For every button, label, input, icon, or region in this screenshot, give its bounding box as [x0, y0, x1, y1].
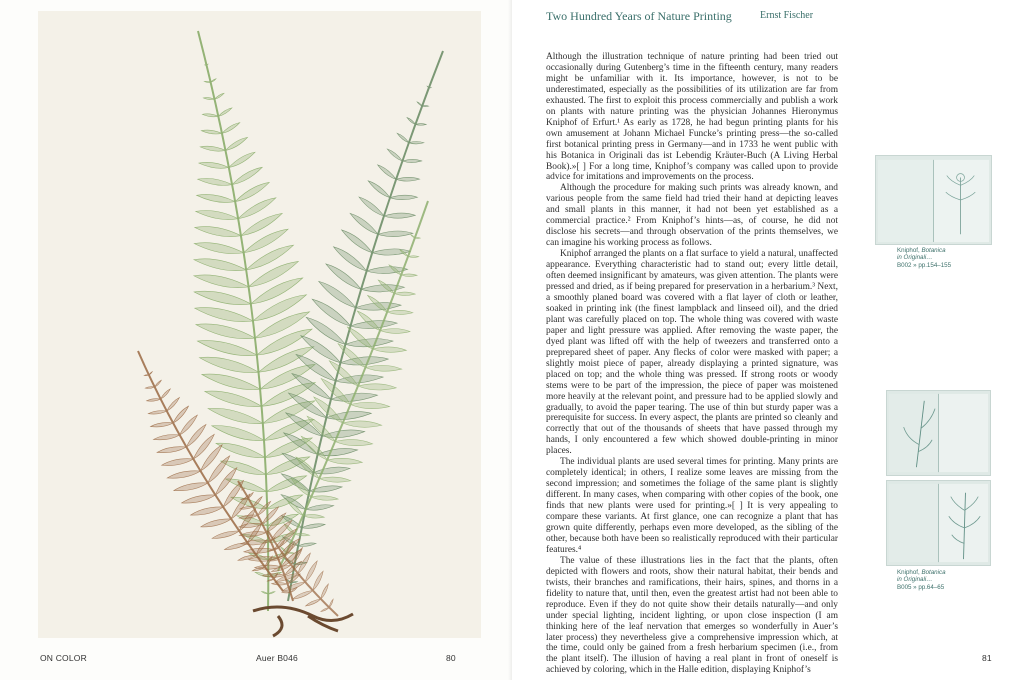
fern-frond-brown-left — [138, 351, 283, 591]
fern-plate-illustration — [38, 11, 481, 638]
fern-root — [253, 607, 353, 636]
plate-code: Auer B046 — [256, 653, 298, 663]
paragraph-5: The value of these illustrations lies in the fact that the plants, often depicted with flowers and roots, show their natural habitat, their bends and twists, their branches and ramifications, their hairs, spines, and thorns in a fidelity to nature that, until then, even the greatest artist had not been able to reproduce. Even if they do not quite show their details naturally—and only under special lighting, incident lighting, or upon close inspection (I am thinking here of the leaf nervation that emerges so wonderfully in Auer’s later process) they nevertheless give a comprehensive impression which, at the time, could only be gained from a fresh herbarium specimen (i.e., from the plant itself). The illusion of having a real plant in front of oneself is achieved by coloring, which in the Halle edition, displaying Kniphof’s — [546, 555, 838, 676]
fern-illustration — [38, 11, 481, 638]
running-title: Two Hundred Years of Nature Printing — [546, 9, 732, 23]
paragraph-1: Although the illustration technique of nature printing had been tried out occasionally during Gutenberg’s time in the fifteenth century, many readers might be unfamiliar with it. Its importance, however, is not to be underestimated, especially as the possibilities of its utilization are far from exhausted. The first to exploit this process commercially and publish a work on plants with nature printing was the physician Johannes Hieronymus Kniphof of Erfurt.¹ As early as 1728, he had begun printing plants for his own amusement at Johann Michael Funcke’s printing press—the so-called first botanical printing press in Germany—and in 1733 he went public with his Botanica in Originali das ist Lebendig Kräuter-Buch (A Living Herbal Book).»[ ] For a long time, Kniphof’s company was called upon to provide advice for imitations and improvements on the process. — [546, 52, 838, 183]
thumbnail-book-spread-2 — [886, 390, 991, 476]
section-label: ON COLOR — [40, 653, 87, 663]
thumbnail-book-spread-1 — [875, 155, 992, 245]
left-page-number: 80 — [446, 653, 456, 663]
paragraph-4: The individual plants are used several times for printing. Many prints are completely identical; in others, I realize some leaves are missing from the second impression; and sometimes the foliage of the same plant is slightly different. In many cases, when comparing with other copies of the book, one finds that new plants were used for printing.»[ ] It is very appealing to compare these variants. At first glance, one can recognize a plant that has grown quite differently, perhaps even more developed, as the sibling of the other, because both have been so realistically reproduced with their particular features.⁴ — [546, 457, 838, 555]
article-body — [546, 52, 838, 676]
running-author: Ernst Fischer — [760, 10, 814, 21]
thumbnail-caption-1: Kniphof, Botanica in Originali… B002 » pp.154–155 — [897, 247, 952, 269]
thumbnail-book-spread-3 — [886, 480, 991, 566]
paragraph-2: Although the procedure for making such prints was already known, and various people from the same field had tried their hand at depicting leaves and small plants in this manner, it had not been yet established as a commercial practice.² From Kniphof’s hints—as, of course, he did not disclose his secrets—and through observation of the prints themselves, we can imagine his working process as follows. — [546, 183, 838, 249]
fern-frond-right — [281, 51, 443, 601]
paragraph-3: Kniphof arranged the plants on a flat surface to yield a natural, unaffected appearance. Everything characteristic had to stand out; every little detail, often deemed insignificant by amateurs, was given attention. The plants were pressed and dried, as if being prepared for preservation in a herbarium.³ Next, a smoothly planed board was covered with a flat layer of cloth or leather, soaked in printing ink (the finest lampblack and linseed oil), and the dried plant was carefully placed on top. The whole thing was covered with waste paper and light pressure was applied. After removing the waste paper, the dyed plant was lifted off with the help of tweezers and transferred onto a preprepared sheet of paper. Any flecks of color were masked with paper; a slightly moist piece of paper, already displaying a printed signature, was placed on top; and the whole thing was pressed. If strong roots or woody stems were to be part of the impression, the piece of paper was moistened more heavily at the relevant point, and pressure had to be applied slowly and gradually, to avoid the paper tearing. The use of thin but sturdy paper was a prerequisite for success. In every aspect, the plants are printed so cleanly and correctly that out of the thousands of sheets that have passed through my hands, I only encountered a few which showed double-printing in minor places. — [546, 249, 838, 457]
right-page-number: 81 — [982, 653, 992, 663]
thumbnail-caption-2: Kniphof, Botanica in Originali… B005 » pp.64–65 — [897, 569, 946, 591]
